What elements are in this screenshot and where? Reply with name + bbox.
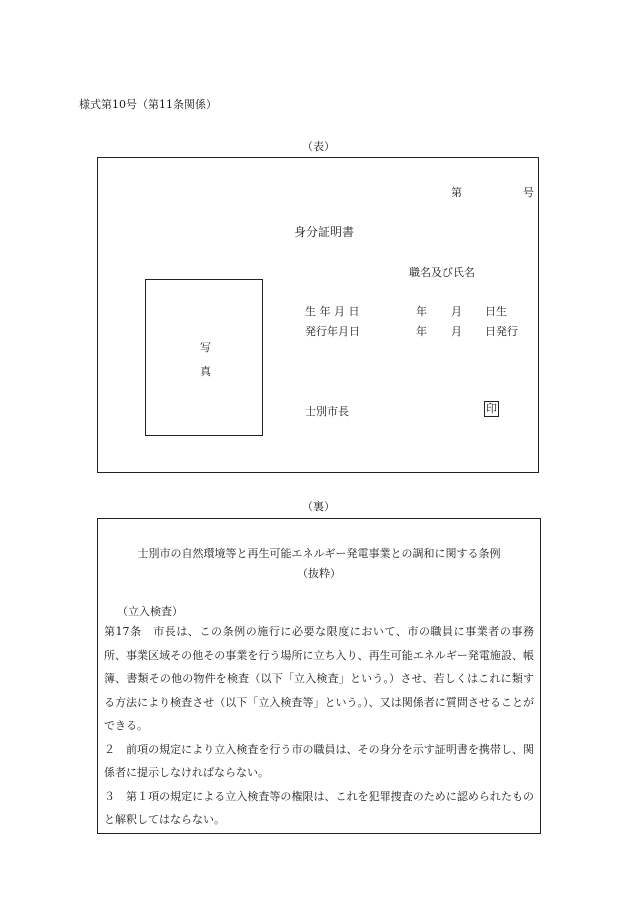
number-suffix: 号: [523, 186, 534, 199]
id-card-front: [97, 157, 539, 473]
article-heading: （立入検査）: [117, 605, 183, 618]
article-body: [104, 620, 534, 832]
photo-label-2: 真: [200, 365, 211, 378]
seal-mark: 印: [486, 402, 497, 415]
name-label: 職名及び氏名: [409, 266, 475, 279]
article-paragraph-3: ３ 第１項の規定による立入検査等の権限は、これを犯罪捜査のために認められたものと解釈してはならない。: [104, 789, 534, 826]
photo-box: [145, 279, 263, 436]
ordinance-subtitle: （抜粋）: [297, 567, 341, 580]
article-paragraph-1: 第17条 市長は、この条例の施行に必要な限度において、市の職員に事業者の事務所、事業区域その他その事業を行う場所に立ち入り、再生可能エネルギー発電施設、帳簿、書類その他の物件を検査（以下「立入検査」という。）させ、若しくはこれに類する方法により検査させ（以下「立入検査等」という。）、又は関係者に質問させることができる。: [104, 625, 534, 732]
issuer: 士別市長: [305, 405, 349, 418]
birth-date-label: 生 年 月 日: [305, 305, 360, 318]
issue-year-unit: 年: [416, 325, 427, 338]
issue-day-unit: 日発行: [485, 325, 518, 338]
issue-date-label: 発行年月日: [305, 325, 360, 338]
article-paragraph-2: ２ 前項の規定により立入検査を行う市の職員は、その身分を示す証明書を携帯し、関係者に提示しなければならない。: [104, 742, 534, 779]
back-section-label: （裏）: [302, 500, 335, 513]
number-prefix: 第: [451, 186, 462, 199]
card-title: 身分証明書: [294, 225, 355, 239]
ordinance-title: 士別市の自然環境等と再生可能エネルギー発電事業との調和に関する条例: [137, 547, 501, 560]
photo-label-1: 写: [200, 341, 211, 354]
front-section-label: （表）: [302, 140, 335, 153]
birth-day-unit: 日生: [485, 305, 507, 318]
issue-month-unit: 月: [451, 325, 462, 338]
birth-month-unit: 月: [451, 305, 462, 318]
form-number: 様式第10号（第11条関係）: [79, 98, 217, 111]
birth-year-unit: 年: [416, 305, 427, 318]
